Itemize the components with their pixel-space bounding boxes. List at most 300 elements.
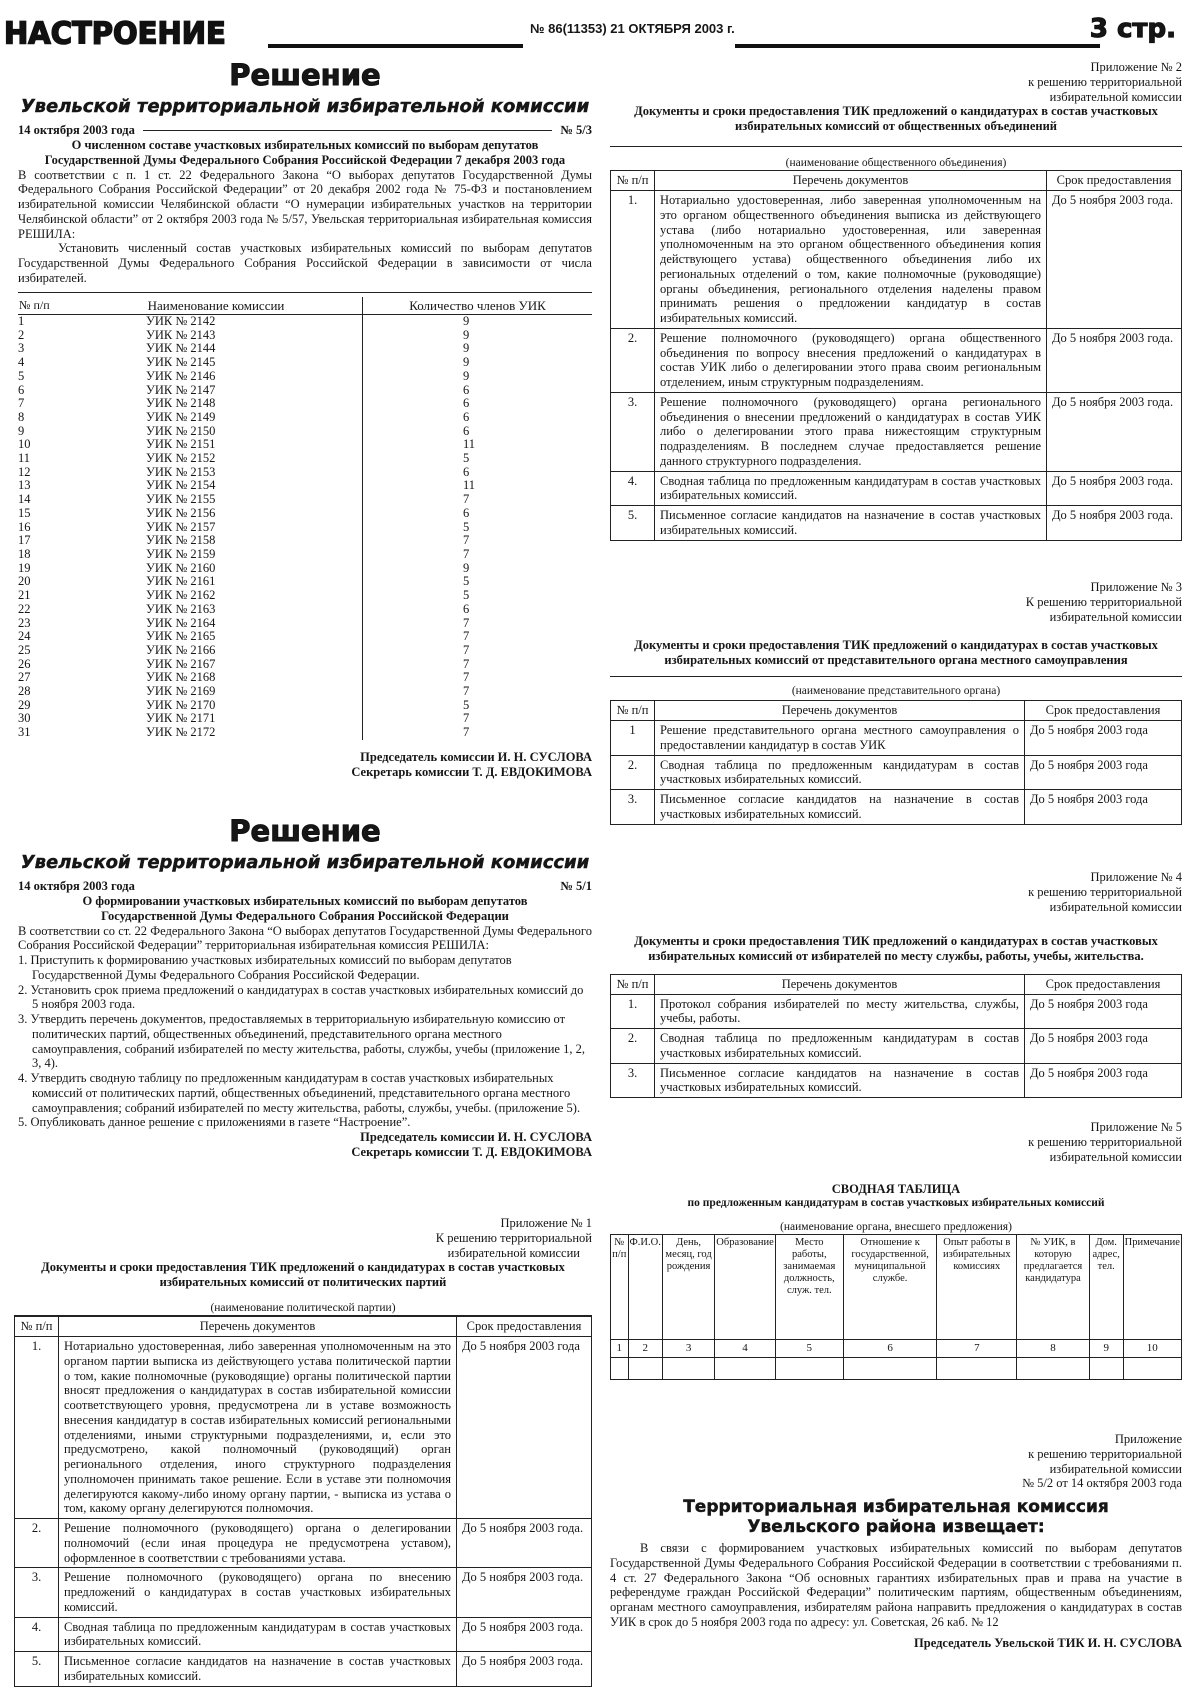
table-row [18, 370, 592, 384]
list-item: 1. Приступить к формированию участковых избирательных комиссий по выборам депутатов Государственной Думы Федерального Собрания Российской Федерации. [18, 953, 512, 982]
appendix-1-table [14, 1316, 592, 1686]
summary-col-header: Ф.И.О. [628, 1235, 662, 1340]
summary-col-number: 4 [715, 1340, 776, 1358]
table-row [18, 466, 592, 480]
col-number: № п/п [611, 701, 655, 721]
masthead-rule-right [735, 44, 1100, 48]
summary-col-header: Отношение к государственной, муниципальной службе. [843, 1235, 937, 1340]
decision-number: № 5/3 [560, 123, 592, 138]
deadline: До 5 ноября 2003 года. [1047, 191, 1182, 329]
table-row [18, 548, 592, 562]
member-count: 11 [463, 478, 476, 493]
row-number: 7 [18, 396, 25, 411]
commission-name: УИК № 2153 [70, 466, 363, 480]
deadline: До 5 ноября 2003 года. [1047, 328, 1182, 392]
chair-signature: Председатель комиссии И. Н. СУСЛОВА [360, 1130, 592, 1145]
summary-empty-cell [628, 1358, 662, 1380]
commission-name: УИК № 2161 [70, 575, 363, 589]
summary-col-number: 8 [1017, 1340, 1090, 1358]
appendix-to2: избирательной комиссии [1049, 609, 1182, 624]
row-number: 2. [611, 1029, 655, 1064]
summary-col-number: 9 [1089, 1340, 1123, 1358]
secretary-signature: Секретарь комиссии Т. Д. ЕВДОКИМОВА [351, 1144, 592, 1159]
commission-name: УИК № 2164 [70, 617, 363, 631]
appendix-to2: избирательной комиссии [447, 1245, 580, 1260]
decision-heading: О численном составе участковых избирательных комиссий по выборам депутатов Государственной Думы Федерального Собрания Российской Федерации 7 декабря 2003 года [44, 138, 566, 167]
row-number: 4 [18, 355, 25, 370]
document-text: Сводная таблица по предложенным кандидатурам в состав участковых избирательных комиссий. [655, 471, 1047, 506]
appendix-3-table [610, 700, 1182, 824]
commission-name: УИК № 2154 [70, 479, 363, 493]
document-text: Решение полномочного (руководящего) органа регионального объединения о внесении предложений о кандидатурах в состав УИК либо о делегировании этого права нижестоящим структурным подразделениям. В последнем случае предоставляется решение данного структурного подразделения. [655, 392, 1047, 471]
row-number: 18 [18, 546, 31, 561]
member-count: 7 [463, 615, 470, 630]
table-row [18, 384, 592, 398]
appendix-2-table [610, 170, 1182, 540]
commission-name: УИК № 2166 [70, 644, 363, 658]
appendix-to1: к решению территориальной [1028, 74, 1182, 89]
appendix-label: Приложение № 5 [1090, 1120, 1182, 1134]
table-row [18, 630, 592, 644]
row-number: 20 [18, 574, 31, 589]
document-text: Письменное согласие кандидатов на назначение в состав участковых избирательных комиссий. [655, 506, 1047, 541]
row-number: 3. [611, 790, 655, 825]
table-row [611, 191, 1182, 329]
table-row [18, 356, 592, 370]
row-number: 19 [18, 560, 31, 575]
row-number: 3. [15, 1568, 59, 1617]
appendix-heading: Документы и сроки предоставления ТИК предложений о кандидатурах в состав участковых избирательных комиссий от избирателей по месту службы, работы, учебы, жительства. [634, 934, 1158, 963]
deadline: До 5 ноября 2003 года [1025, 994, 1182, 1029]
decision-preamble: В соответствии со ст. 22 Федерального Закона “О выборах депутатов Государственной Думы Федерального Собрания Российской Федерации” территориальная избирательная комиссия РЕШИЛА: [18, 923, 592, 953]
table-row [18, 329, 592, 343]
notice-signature: Председатель Увельской ТИК И. Н. СУСЛОВА [914, 1635, 1182, 1650]
col-number: № п/п [611, 974, 655, 994]
document-text: Сводная таблица по предложенным кандидатурам в состав участковых избирательных комиссий. [655, 1029, 1025, 1064]
decision-5-1 [18, 814, 592, 1160]
summary-col-number: 7 [937, 1340, 1017, 1358]
deadline: До 5 ноября 2003 года [1025, 790, 1182, 825]
decision-title: Решение [229, 814, 381, 848]
deadline: До 5 ноября 2003 года [1025, 1029, 1182, 1064]
appendix-to2: избирательной комиссии [1049, 89, 1182, 104]
table-row [18, 411, 592, 425]
appendix-to1: к решению территориальной [1028, 884, 1182, 899]
summary-empty-cell [843, 1358, 937, 1380]
deadline: До 5 ноября 2003 года. [457, 1617, 592, 1652]
row-number: 30 [18, 711, 31, 726]
deadline: До 5 ноября 2003 года. [457, 1568, 592, 1617]
notice-text: В связи с формированием участковых избирательных комиссий по выборам депутатов Государственной Думы Федерального Собрания Российской Федерации в соответствии с требованиями п. 4 ст. 27 Федерального Закона “Об основных гарантиях избирательных прав и права на участие в референдуме граждан Российской Федерации” политическим партиям, общественным объединениям, органам местного самоуправления, избирателям района направить предложения о кандидатурах в состав УИК в срок до 5 ноября 2003 года по адресу: ул. Советская, 26 каб. № 12 [610, 1541, 1182, 1629]
list-item: 2. Установить срок приема предложений о кандидатурах в состав участковых избирательных комиссий до 5 ноября 2003 года. [18, 982, 584, 1012]
member-count: 6 [463, 423, 470, 438]
table-row [18, 685, 592, 699]
document-text: Решение полномочного (руководящего) органа о делегировании полномочий (если иная процедура не предусмотрена уставом), оформленное в соответствии с требованиями устава. [59, 1519, 457, 1568]
row-number: 2 [18, 327, 25, 342]
commission-name: УИК № 2172 [70, 726, 363, 740]
dateline [18, 879, 592, 894]
member-count: 6 [463, 601, 470, 616]
row-number: 1 [18, 314, 25, 329]
table-row [15, 1652, 592, 1687]
row-number: 2. [611, 755, 655, 790]
row-number: 25 [18, 642, 31, 657]
member-count: 9 [463, 355, 470, 370]
deadline: До 5 ноября 2003 года [1025, 755, 1182, 790]
appendix-heading: Документы и сроки предоставления ТИК предложений о кандидатурах в состав участковых избирательных комиссий от политических партий [41, 1260, 565, 1289]
document-text: Сводная таблица по предложенным кандидатурам в состав участковых избирательных комиссий. [655, 755, 1025, 790]
deadline: До 5 ноября 2003 года. [457, 1519, 592, 1568]
document-text: Решение полномочного (руководящего) органа по внесению предложений о кандидатурах в состав участковых избирательных комиссий. [59, 1568, 457, 1617]
table-row [18, 493, 592, 507]
table-row [18, 671, 592, 685]
appendix-to1: к решению территориальной [1028, 1446, 1182, 1461]
summary-empty-cell [1123, 1358, 1181, 1380]
table-row [18, 438, 592, 452]
member-count: 5 [463, 519, 470, 534]
row-number: 3. [611, 392, 655, 471]
commission-name: УИК № 2156 [70, 507, 363, 521]
commission-name: УИК № 2146 [70, 370, 363, 384]
table-row [18, 644, 592, 658]
deadline: До 5 ноября 2003 года. [1047, 392, 1182, 471]
document-text: Нотариально удостоверенная, либо заверенная уполномоченным на это органом партии выписка из действующего устава политической партии о том, какие полномочные (руководящие) органы политической партии вносят предложения о кандидатурах в состав избирательной комиссии соответствующего уровня, предусмотрена ли в уставе возможность внесения кандидатур в состав избирательных комиссий региональными отделениями, иными структурными подразделениями, и, если это предусмотрено, какой полномочный (руководящий) орган регионального отделения, иного структурного подразделения уполномочен принимать такое решение. Если в уставе эти полномочия делегируются какому-либо иному органу партии, - выписка из устава о том, какому органу делегируются полномочия. [59, 1337, 457, 1519]
table-row [18, 562, 592, 576]
table-row [18, 397, 592, 411]
appendix-to1: К решению территориальной [435, 1230, 592, 1245]
decision-date: 14 октября 2003 года [18, 123, 135, 138]
row-number: 8 [18, 409, 25, 424]
summary-col-header: Примечание [1123, 1235, 1181, 1340]
decision-resolution: Установить численный состав участковых избирательных комиссий по выборам депутатов Государственной Думы Федерального Собрания Российской Федерации в зависимости от числа избирателей. [18, 241, 592, 285]
commission-name: УИК № 2150 [70, 425, 363, 439]
table-row [611, 755, 1182, 790]
summary-col-number: 2 [628, 1340, 662, 1358]
masthead-rule-left [268, 44, 523, 48]
col-deadline: Срок предоставления [1025, 974, 1182, 994]
table-row [611, 721, 1182, 756]
summary-title: СВОДНАЯ ТАБЛИЦА [831, 1182, 961, 1197]
appendix-5 [610, 1120, 1182, 1380]
member-count: 7 [463, 546, 470, 561]
row-number: 3 [18, 341, 25, 356]
summary-col-header: Опыт работы в избирательных комиссиях [937, 1235, 1017, 1340]
appendix-label: Приложение № 4 [1090, 870, 1182, 884]
member-count: 5 [463, 451, 470, 466]
body-placeholder: (наименование органа, внесшего предложения) [780, 1220, 1012, 1233]
row-number: 12 [18, 464, 31, 479]
commission-name: УИК № 2148 [70, 397, 363, 411]
table-row [611, 1029, 1182, 1064]
table-row [611, 994, 1182, 1029]
commission-name: УИК № 2170 [70, 699, 363, 713]
member-count: 5 [463, 588, 470, 603]
commission-name: УИК № 2171 [70, 712, 363, 726]
row-number: 28 [18, 684, 31, 699]
row-number: 4. [611, 471, 655, 506]
decision-date: 14 октября 2003 года [18, 879, 135, 894]
summary-col-header: Образование [715, 1235, 776, 1340]
member-count: 7 [463, 670, 470, 685]
member-count: 5 [463, 574, 470, 589]
table-row [18, 575, 592, 589]
newspaper-logo: НАСТРОЕНИЕ [4, 15, 226, 51]
member-count: 5 [463, 697, 470, 712]
row-number: 1. [611, 994, 655, 1029]
document-text: Письменное согласие кандидатов на назначение в состав участковых избирательных комиссий. [59, 1652, 457, 1687]
table-row [18, 342, 592, 356]
table-row [611, 392, 1182, 471]
table-row [15, 1617, 592, 1652]
commission-name: УИК № 2144 [70, 342, 363, 356]
document-text: Сводная таблица по предложенным кандидатурам в состав участковых избирательных комиссий. [59, 1617, 457, 1652]
col-documents: Перечень документов [655, 171, 1047, 191]
decision-number: № 5/1 [560, 879, 592, 894]
summary-table [610, 1234, 1182, 1380]
table-row [611, 471, 1182, 506]
deadline: До 5 ноября 2003 года. [1047, 471, 1182, 506]
col-documents: Перечень документов [655, 701, 1025, 721]
col-deadline: Срок предоставления [457, 1317, 592, 1337]
appendix-to2: избирательной комиссии [1049, 1461, 1182, 1476]
col-number: № п/п [611, 171, 655, 191]
summary-col-header: Место работы, занимаемая должность, служ. тел. [775, 1235, 843, 1340]
appendix-4 [610, 870, 1182, 1098]
table-row [18, 589, 592, 603]
summary-empty-cell [775, 1358, 843, 1380]
row-number: 24 [18, 629, 31, 644]
appendix-4-table [610, 974, 1182, 1098]
decision-preamble: В соответствии с п. 1 ст. 22 Федерального Закона “О выборах депутатов Государственной Думы Федерального Собрания Российской Федерации” от 20 декабря 2002 года № 75-ФЗ и постановлением избирательной комиссии Челябинской области “О нумерации избирательных участков на территории Челябинской области” от 2 октября 2003 года № 5/57, Увельская территориальная избирательная комиссия РЕШИЛА: [18, 167, 592, 241]
decision-5-3 [18, 58, 592, 779]
document-text: Решение полномочного (руководящего) органа общественного объединения по вопросу внесения предложений о кандидатурах в состав УИК либо о делегировании этого права своим региональным отделением, иным структурным подразделениям. [655, 328, 1047, 392]
member-count: 9 [463, 341, 470, 356]
row-number: 5. [611, 506, 655, 541]
summary-empty-cell [1017, 1358, 1090, 1380]
summary-col-header: № УИК, в которую предлагается кандидатура [1017, 1235, 1090, 1340]
member-count: 7 [463, 629, 470, 644]
table-row [18, 425, 592, 439]
col-deadline: Срок предоставления [1025, 701, 1182, 721]
notice-title-1: Территориальная избирательная комиссия [683, 1497, 1109, 1517]
row-number: 2. [611, 328, 655, 392]
summary-col-header: День, месяц, год рождения [662, 1235, 714, 1340]
commission-name: УИК № 2163 [70, 603, 363, 617]
member-count: 6 [463, 409, 470, 424]
document-text: Решение представительного органа местного самоуправления о предоставлении кандидатур в состав УИК [655, 721, 1025, 756]
signatures-1 [18, 750, 592, 780]
summary-col-number: 6 [843, 1340, 937, 1358]
deadline: До 5 ноября 2003 года. [1047, 506, 1182, 541]
commission-name: УИК № 2169 [70, 685, 363, 699]
member-count: 9 [463, 368, 470, 383]
table-row [18, 658, 592, 672]
appendix-heading: Документы и сроки предоставления ТИК предложений о кандидатурах в состав участковых избирательных комиссий от общественных объединений [634, 104, 1158, 133]
commission-name: УИК № 2152 [70, 452, 363, 466]
commission-name: УИК № 2165 [70, 630, 363, 644]
row-number: 6 [18, 382, 25, 397]
party-placeholder: (наименование политической партии) [14, 1302, 592, 1317]
appendix-1 [14, 1216, 592, 1687]
row-number: 31 [18, 725, 31, 740]
commission-name: УИК № 2147 [70, 384, 363, 398]
member-count: 7 [463, 711, 470, 726]
dateline [18, 123, 592, 138]
member-count: 6 [463, 396, 470, 411]
member-count: 11 [463, 437, 476, 452]
table-row [18, 712, 592, 726]
summary-col-number: 5 [775, 1340, 843, 1358]
col-number: № п/п [15, 1317, 59, 1337]
appendix-to2: избирательной комиссии [1049, 899, 1182, 914]
commission-name: УИК № 2158 [70, 534, 363, 548]
summary-col-header: № п/п [611, 1235, 629, 1340]
col-commission: Наименование комиссии [70, 297, 363, 315]
table-row [18, 521, 592, 535]
appendix-to2: избирательной комиссии [1049, 1149, 1182, 1164]
row-number: 22 [18, 601, 31, 616]
secretary-signature: Секретарь комиссии Т. Д. ЕВДОКИМОВА [351, 764, 592, 779]
appendix-to1: к решению территориальной [1028, 1134, 1182, 1149]
deadline: До 5 ноября 2003 года [1025, 721, 1182, 756]
commission-name: УИК № 2145 [70, 356, 363, 370]
row-number: 5 [18, 368, 25, 383]
row-number: 10 [18, 437, 31, 452]
appendix-to3: № 5/2 от 14 октября 2003 года [1022, 1476, 1182, 1491]
deadline: До 5 ноября 2003 года [457, 1337, 592, 1519]
member-count: 7 [463, 492, 470, 507]
table-row [18, 699, 592, 713]
commission-name: УИК № 2151 [70, 438, 363, 452]
member-count: 7 [463, 656, 470, 671]
commission-name: УИК № 2157 [70, 521, 363, 535]
decision-items [18, 953, 592, 1130]
row-number: 23 [18, 615, 31, 630]
appendix-label: Приложение № 1 [500, 1216, 592, 1230]
summary-col-number: 10 [1123, 1340, 1181, 1358]
notice [610, 1432, 1182, 1650]
document-text: Письменное согласие кандидатов на назначение в состав участковых избирательных комиссий. [655, 790, 1025, 825]
table-row [18, 315, 592, 329]
appendix-label: Приложение № 2 [1090, 60, 1182, 74]
row-number: 1 [611, 721, 655, 756]
col-documents: Перечень документов [655, 974, 1025, 994]
member-count: 9 [463, 314, 470, 329]
list-item: 3. Утвердить перечень документов, предоставляемых в территориальную избирательную комиссию от политических партий, общественных объединений, представительного органа местного самоуправления, собраний избирателей по месту жительства, работы, службы, учебы (приложение 1, 2, 3, 4). [18, 1012, 585, 1071]
notice-title-2: Увельского района извещает: [747, 1517, 1045, 1538]
table-row [611, 328, 1182, 392]
commission-name: УИК № 2143 [70, 329, 363, 343]
table-row [18, 507, 592, 521]
masthead [0, 14, 1184, 54]
row-number: 1. [611, 191, 655, 329]
member-count: 7 [463, 684, 470, 699]
row-number: 27 [18, 670, 31, 685]
row-number: 1. [15, 1337, 59, 1519]
summary-heading: по предложенным кандидатурам в состав участковых избирательных комиссий [687, 1197, 1105, 1209]
decision-subtitle: Увельской территориальной избирательной комиссии [20, 96, 590, 118]
row-number: 21 [18, 588, 31, 603]
row-number: 9 [18, 423, 25, 438]
list-item: 5. Опубликовать данное решение с приложениями в газете “Настроение”. [18, 1115, 411, 1130]
row-number: 4. [15, 1617, 59, 1652]
member-count: 7 [463, 725, 470, 740]
row-number: 3. [611, 1063, 655, 1098]
appendix-2 [610, 60, 1182, 541]
table-row [611, 790, 1182, 825]
commission-name: УИК № 2168 [70, 671, 363, 685]
commission-name: УИК № 2159 [70, 548, 363, 562]
appendix-to1: К решению территориальной [1025, 594, 1182, 609]
table-row [18, 452, 592, 466]
commission-name: УИК № 2155 [70, 493, 363, 507]
member-count: 7 [463, 533, 470, 548]
decision-subtitle: Увельской территориальной избирательной комиссии [20, 852, 590, 874]
summary-empty-cell [715, 1358, 776, 1380]
decision-title: Решение [229, 58, 381, 92]
uik-composition-table [18, 297, 592, 740]
summary-empty-cell [937, 1358, 1017, 1380]
commission-name: УИК № 2160 [70, 562, 363, 576]
row-number: 14 [18, 492, 31, 507]
chair-signature: Председатель комиссии И. Н. СУСЛОВА [360, 749, 592, 764]
col-members: Количество членов УИК [409, 297, 546, 313]
appendix-heading: Документы и сроки предоставления ТИК предложений о кандидатурах в состав участковых избирательных комиссий от представительного органа местного самоуправления [634, 638, 1158, 667]
col-documents: Перечень документов [59, 1317, 457, 1337]
issue-number: № 86(11353) 21 ОКТЯБРЯ 2003 г. [530, 21, 735, 36]
table-row [18, 726, 592, 740]
table-row [18, 479, 592, 493]
deadline: До 5 ноября 2003 года. [457, 1652, 592, 1687]
summary-empty-cell [1089, 1358, 1123, 1380]
commission-name: УИК № 2167 [70, 658, 363, 672]
appendix-label: Приложение [1114, 1432, 1182, 1446]
row-number: 26 [18, 656, 31, 671]
commission-name: УИК № 2162 [70, 589, 363, 603]
summary-empty-cell [662, 1358, 714, 1380]
row-number: 11 [18, 451, 31, 466]
table-row [611, 1063, 1182, 1098]
body-placeholder: (наименование представительного органа) [791, 684, 1001, 697]
col-deadline: Срок предоставления [1047, 171, 1182, 191]
document-text: Протокол собрания избирателей по месту жительства, службы, учебы, работы. [655, 994, 1025, 1029]
table-row [15, 1519, 592, 1568]
table-row [15, 1568, 592, 1617]
document-text: Нотариально удостоверенная, либо заверенная уполномоченным на это органом общественного объединения выписка из действующего устава (либо нотариально удостоверенная, или заверенная уполномоченным на это органом общественного объединения копия действующего устава) общественного объединения либо их региональных отделений о том, какие полномочные (руководящие) органы объединения, регионального отделения наделены правом принимать решения о предложении кандидатур в состав избирательных комиссий. [655, 191, 1047, 329]
row-number: 2. [15, 1519, 59, 1568]
member-count: 9 [463, 560, 470, 575]
decision-heading: О формировании участковых избирательных комиссий по выборам депутатов Государственной Думы Федерального Собрания Российской Федерации [82, 894, 528, 923]
commission-name: УИК № 2142 [70, 315, 363, 329]
table-row [18, 603, 592, 617]
table-row [18, 617, 592, 631]
member-count: 7 [463, 642, 470, 657]
member-count: 9 [463, 327, 470, 342]
row-number: 13 [18, 478, 31, 493]
summary-col-number: 1 [611, 1340, 629, 1358]
deadline: До 5 ноября 2003 года [1025, 1063, 1182, 1098]
summary-empty-cell [611, 1358, 629, 1380]
member-count: 6 [463, 464, 470, 479]
organization-placeholder: (наименование общественного объединения) [785, 156, 1007, 169]
appendix-label: Приложение № 3 [1090, 580, 1182, 594]
row-number: 17 [18, 533, 31, 548]
appendix-3 [610, 580, 1182, 825]
signatures-2 [18, 1130, 592, 1160]
row-number: 15 [18, 505, 31, 520]
col-number: № п/п [19, 297, 50, 312]
commission-name: УИК № 2149 [70, 411, 363, 425]
